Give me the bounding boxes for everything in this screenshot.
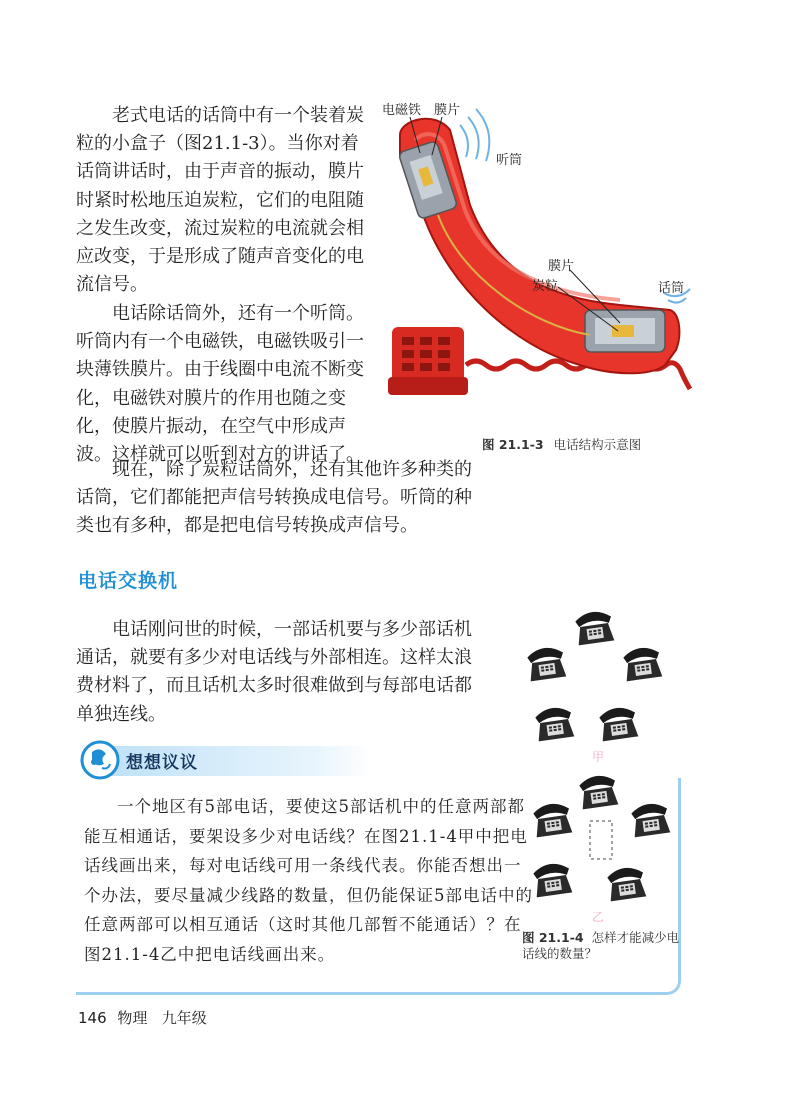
phone-icon [532, 802, 572, 838]
label-diaphragm: 膜片 [434, 103, 461, 118]
figure1-caption-number: 图 21.1-3 [482, 437, 544, 452]
figure2-caption-number: 图 21.1-4 [522, 930, 584, 945]
phone-icon [598, 706, 638, 742]
telephone-structure-figure [380, 95, 700, 440]
label-mouthpiece: 话筒 [658, 281, 685, 296]
think-title: 想想议议 [126, 753, 198, 773]
phone-icon [526, 646, 566, 682]
figure2-caption [522, 930, 682, 962]
section-heading: 电话交换机 [78, 570, 179, 592]
label-yi: 乙 [592, 910, 605, 924]
phone-icon [622, 646, 662, 682]
paragraph-earpiece [76, 300, 376, 469]
page-footer [78, 1007, 207, 1028]
paragraph-early-telephone [76, 616, 476, 729]
phones-figure [520, 605, 690, 910]
phone-icon [630, 802, 670, 838]
think-paragraph: 一个地区有5部电话，要使这5部话机中的任意两部都能互相通话，要架设多少对电话线？在图21.1-4甲中把电话线画出来，每对电话线可用一条线代表。你能否想出一个办法，要尽量减少线路的数量，但仍能保证5部电话中的任意两部可以相互通话（这时其他几部暂不能通话）？在图21.1-4乙中把电话线画出来。 [84, 797, 533, 964]
telephone-handset-illustration [380, 95, 700, 440]
phone-icon [532, 862, 572, 898]
page-number: 146 [78, 1009, 107, 1027]
phone-base-icon [388, 327, 468, 395]
think-discuss-icon [80, 738, 120, 782]
phone-icon [534, 706, 574, 742]
label-carbon: 炭粒 [532, 279, 559, 294]
figure1-caption [482, 435, 641, 453]
think-text [84, 792, 534, 969]
paragraph-text: 老式电话的话筒中有一个装着炭粒的小盒子（图21.1-3）。当你对着话筒讲话时，由于声音的振动，膜片时紧时松地压迫炭粒，它们的电阻随之发生改变，流过炭粒的电流就会相应改变，于是形成了随声音变化的电流信号。 [76, 105, 364, 296]
phone-icon [574, 610, 614, 646]
mouthpiece-cutaway [585, 310, 665, 352]
paragraph-text: 电话刚问世的时候，一部话机要与多少部话机通话，就要有多少对电话线与外部相连。这样太浪费材料了，而且话机太多时很难做到与每部电话都单独连线。 [76, 619, 472, 725]
exchange-box [590, 821, 612, 859]
figure2-caption-text: 怎样才能减少电话线的数量？ [522, 930, 680, 961]
label-diaphragm-bottom: 膜片 [548, 259, 575, 274]
label-earpiece: 听筒 [496, 153, 523, 168]
phone-icon [606, 866, 646, 902]
paragraph-text: 电话除话筒外，还有一个听筒。听筒内有一个电磁铁，电磁铁吸引一块薄铁膜片。由于线圈中电流不断变化，电磁铁对膜片的作用也随之变化，使膜片振动，在空气中形成声波。这样就可以听到对方的讲话了。 [76, 303, 364, 466]
label-jia: 甲 [592, 750, 605, 764]
paragraph-text: 现在，除了炭粒话筒外，还有其他许多种类的话筒，它们都能把声信号转换成电信号。听筒的种类也有多种，都是把电信号转换成声信号。 [76, 459, 472, 537]
label-electromagnet: 电磁铁 [382, 103, 422, 118]
paragraph-carbon-microphone [76, 102, 372, 299]
footer-grade: 九年级 [161, 1009, 207, 1027]
footer-subject: 物理 [117, 1009, 148, 1027]
paragraph-other-microphones [76, 456, 476, 541]
phone-icon [578, 774, 618, 810]
figure1-caption-text: 电话结构示意图 [553, 437, 642, 452]
